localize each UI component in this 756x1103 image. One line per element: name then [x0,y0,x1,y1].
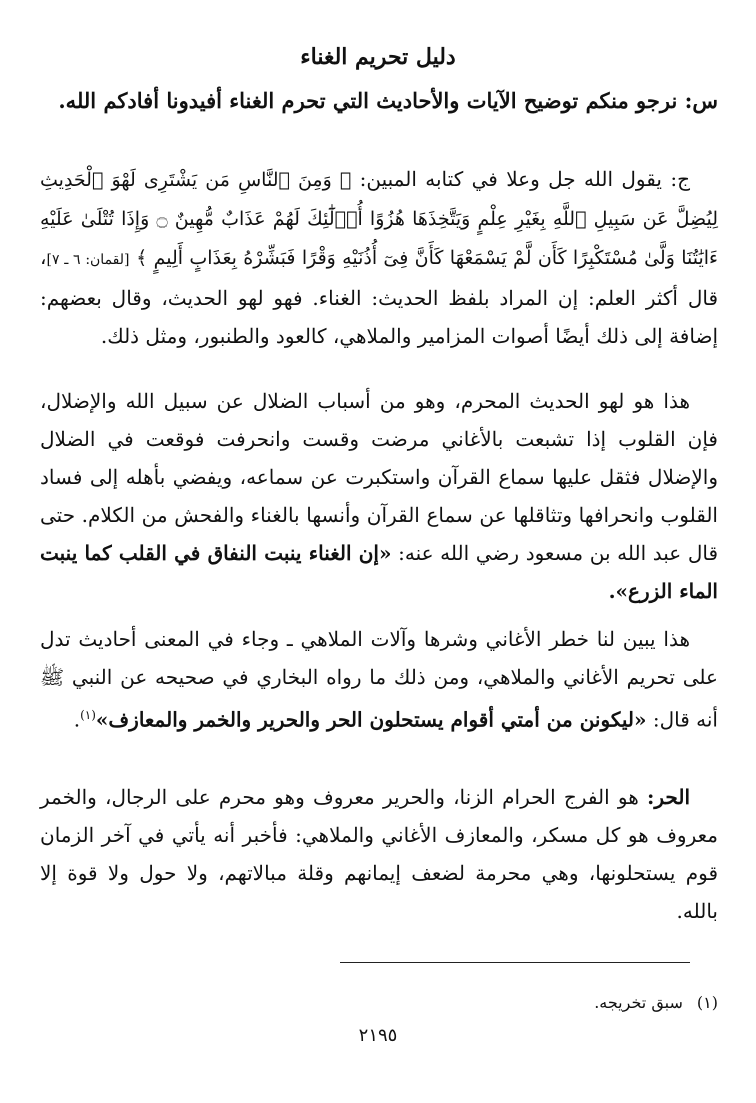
paragraph-hadith [40,620,718,739]
answer-paragraph [40,160,718,355]
page-title: دليل تحريم الغناء [300,44,456,70]
answer-continuation: ، قال أكثر العلم: إن المراد بلفظ الحديث: الغناء. فهو لهو الحديث، وقال بعضهم: إضافة إلى ذلك أيضًا أصوات المزامير والملاهي، كالعود والطنبور، ومثل ذلك. [40,245,718,348]
paragraph-lahw [40,382,718,610]
footnote-divider [340,962,690,963]
paragraph-definitions [40,778,718,930]
quran-verse: ﴿ وَمِنَ ٱلنَّاسِ مَن يَشْتَرِى لَهْوَ ٱلْحَدِيثِ لِيُضِلَّ عَن سَبِيلِ ٱللَّهِ بِغَيْرِ عِلْمٍ وَيَتَّخِذَهَا هُزُوًا أُو۟لَٰٓئِكَ لَهُمْ عَذَابٌ مُّهِينٌ ۝ وَإِذَا تُتْلَىٰ عَلَيْهِ ءَايَٰتُنَا وَلَّىٰ مُسْتَكْبِرًا كَأَن لَّمْ يَسْمَعْهَا كَأَنَّ فِىٓ أُذُنَيْهِ وَقْرًا فَبَشِّرْهُ بِعَذَابٍ أَلِيمٍ ﴾ [40,169,718,269]
paragraph-lahw-text: هذا هو لهو الحديث المحرم، وهو من أسباب الضلال عن سبيل الله والإضلال، فإن القلوب إذا تشبعت بالأغاني مرضت وقست وانحرفت فوقعت في الضلال والإضلال فثقل عليها سماع القرآن واستكبرت عن سماعه، ويفضي بأهله إلى فساد القلوب وانحرافها وتثاقلها عن سماع القرآن وأنسها بالغناء والفحش من الكلام. حتى قال عبد الله بن مسعود رضي الله عنه: [40,389,719,565]
ibn-masud-quote: «إن الغناء ينبت النفاق في القلب كما ينبت الماء الزرع». [40,541,718,603]
footnote-number: (١) [696,993,718,1012]
footnote [40,993,718,1012]
question-text: س: نرجو منكم توضيح الآيات والأحاديث التي تحرم الغناء أفيدونا أفادكم الله. [58,88,718,113]
footnote-text: سبق تخريجه. [594,993,683,1012]
verse-reference: [لقمان: ٦ ـ ٧] [46,252,130,268]
paragraph-hadith-end: . [73,707,81,732]
term-hurr: الحر: [647,785,690,809]
page-number: ٢١٩٥ [358,1025,398,1046]
footnote-marker[interactable]: (١) [80,708,96,722]
answer-intro: ج: يقول الله جل وعلا في كتابه المبين: [359,167,690,191]
hadith-text: «ليكونن من أمتي أقوام يستحلون الحر والحرير والخمر والمعازف» [95,707,647,732]
paragraph-definitions-text: هو الفرج الحرام الزنا، والحرير معروف وهو محرم على الرجال، والخمر معروف هو كل مسكر، والمعازف الأغاني والملاهي: فأخبر أنه يأتي في آخر الزمان قوم يستحلونها، وهي محرمة لضعف إيمانهم وقلة مبالاتهم، ولا حول ولا قوة إلا بالله. [40,785,718,923]
paragraph-hadith-text: هذا يبين لنا خطر الأغاني وشرها وآلات الملاهي ـ وجاء في المعنى أحاديث تدل على تحريم الأغاني والملاهي، ومن ذلك ما رواه البخاري في صحيحه عن النبي ﷺ أنه قال: [40,627,718,732]
